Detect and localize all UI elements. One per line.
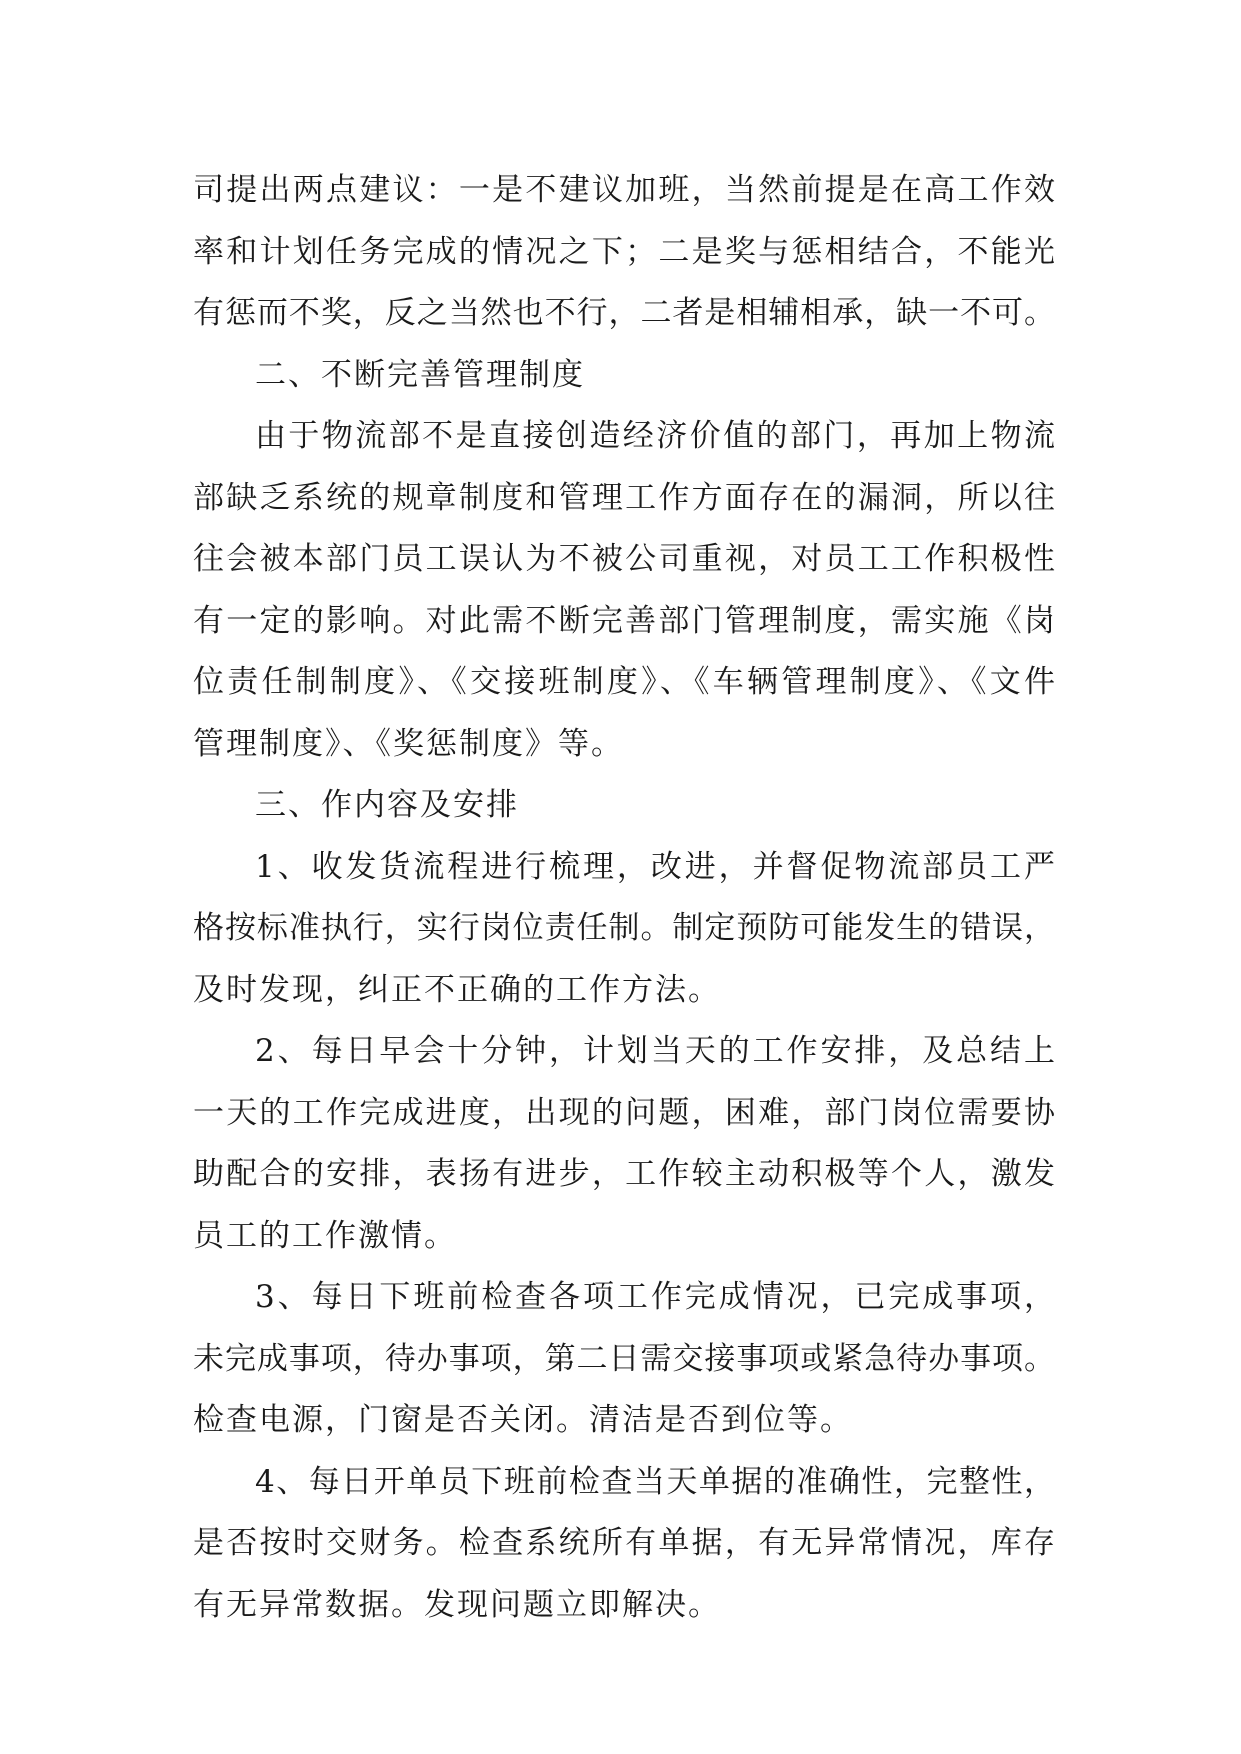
text-line: 往会被本部门员工误认为不被公司重视，对员工工作积极性 <box>193 541 1055 577</box>
section-heading: 三、作内容及安排 <box>255 787 519 823</box>
text-line: 是否按时交财务。检查系统所有单据，有无异常情况，库存 <box>193 1525 1055 1561</box>
text-line: 及时发现，纠正不正确的工作方法。 <box>193 971 721 1008</box>
text-line: 部缺乏系统的规章制度和管理工作方面存在的漏洞，所以往 <box>193 479 1055 516</box>
text-line: 助配合的安排，表扬有进步，工作较主动积极等个人，激发 <box>193 1156 1055 1192</box>
text-line: 4、每日开单员下班前检查当天单据的准确性，完整性， <box>255 1463 1055 1500</box>
text-line: 司提出两点建议：一是不建议加班，当然前提是在高工作效 <box>193 172 1055 208</box>
text-line: 有惩而不奖，反之当然也不行，二者是相辅相承，缺一不可。 <box>193 295 1055 331</box>
text-line: 2、每日早会十分钟，计划当天的工作安排，及总结上 <box>255 1033 1055 1069</box>
text-line: 有一定的影响。对此需不断完善部门管理制度，需实施《岗 <box>193 602 1055 639</box>
text-line: 格按标准执行，实行岗位责任制。制定预防可能发生的错误， <box>193 910 1055 946</box>
document-body <box>193 160 1055 1636</box>
text-line: 3、每日下班前检查各项工作完成情况，已完成事项， <box>255 1279 1055 1315</box>
text-line: 位责任制制度》、《交接班制度》、《车辆管理制度》、《文件 <box>193 664 1055 700</box>
text-line: 未完成事项，待办事项，第二日需交接事项或紧急待办事项。 <box>193 1340 1055 1377</box>
text-line: 率和计划任务完成的情况之下；二是奖与惩相结合，不能光 <box>193 233 1055 270</box>
text-line: 管理制度》、《奖惩制度》等。 <box>193 725 624 762</box>
text-line: 1、收发货流程进行梳理，改进，并督促物流部员工严 <box>255 848 1055 885</box>
text-line: 由于物流部不是直接创造经济价值的部门，再加上物流 <box>255 418 1055 454</box>
text-line: 检查电源，门窗是否关闭。清洁是否到位等。 <box>193 1402 853 1438</box>
text-line: 有无异常数据。发现问题立即解决。 <box>193 1586 721 1623</box>
text-line: 一天的工作完成进度，出现的问题，困难，部门岗位需要协 <box>193 1094 1055 1131</box>
text-line: 员工的工作激情。 <box>193 1217 457 1254</box>
section-heading: 二、不断完善管理制度 <box>255 356 585 393</box>
